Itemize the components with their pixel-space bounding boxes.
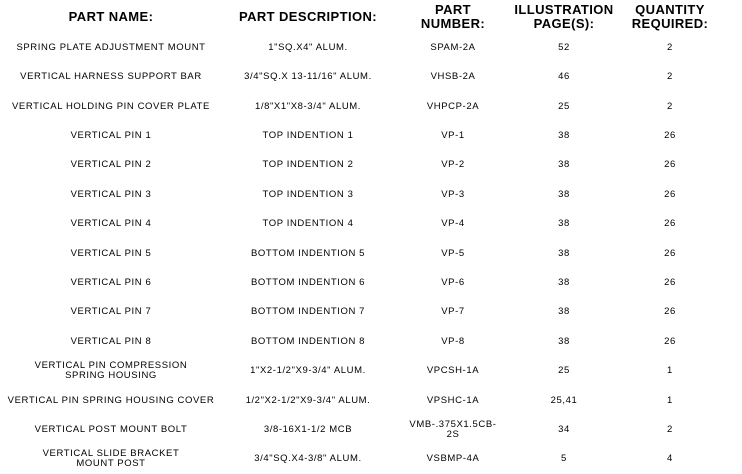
table-row — [0, 180, 742, 209]
illustration-pages-cell: 38 — [558, 335, 570, 347]
illustration-pages-cell: 38 — [558, 188, 570, 200]
part-name-cell: VERTICAL POST MOUNT BOLT — [34, 423, 188, 435]
part-description-cell: TOP INDENTION 2 — [262, 158, 354, 170]
quantity-cell: 26 — [664, 217, 676, 229]
illustration-pages-cell: 25 — [558, 100, 570, 112]
table-row — [0, 62, 742, 91]
part-name-cell: VERTICAL PIN 8 — [70, 335, 152, 347]
quantity-cell: 26 — [664, 305, 676, 317]
part-name-cell: VERTICAL PIN 4 — [70, 217, 152, 229]
quantity-cell: 2 — [667, 41, 673, 53]
table-row — [0, 356, 742, 385]
part-name-cell: VERTICAL PIN 2 — [70, 158, 152, 170]
illustration-pages-cell: 38 — [558, 247, 570, 259]
part-description-cell: BOTTOM INDENTION 6 — [250, 276, 366, 288]
illustration-pages-cell: 25 — [558, 364, 570, 376]
part-description-cell: 1/8"X1"X8-3/4" ALUM. — [254, 100, 362, 112]
part-number-cell: VSBMP-4A — [426, 452, 480, 464]
part-name-cell: VERTICAL PIN 7 — [70, 305, 152, 317]
part-name-cell: SPRING PLATE ADJUSTMENT MOUNT — [16, 41, 206, 53]
part-number-cell: VPSHC-1A — [426, 394, 480, 406]
quantity-cell: 26 — [664, 276, 676, 288]
table-row — [0, 239, 742, 268]
table-row — [0, 444, 742, 473]
header-quantity-required: QUANTITY REQUIRED: — [631, 2, 709, 31]
part-number-cell: VPCSH-1A — [426, 364, 480, 376]
table-row — [0, 386, 742, 415]
illustration-pages-cell: 38 — [558, 129, 570, 141]
illustration-pages-cell: 34 — [558, 423, 570, 435]
part-description-cell: BOTTOM INDENTION 5 — [250, 247, 366, 259]
quantity-cell: 26 — [664, 247, 676, 259]
part-name-cell: VERTICAL HOLDING PIN COVER PLATE — [12, 100, 210, 112]
header-part-description: PART DESCRIPTION: — [238, 9, 377, 24]
quantity-cell: 26 — [664, 188, 676, 200]
part-number-cell: VP-8 — [441, 335, 465, 347]
quantity-cell: 26 — [664, 158, 676, 170]
part-number-cell: VP-4 — [441, 217, 465, 229]
part-name-cell: VERTICAL HARNESS SUPPORT BAR — [20, 70, 202, 82]
part-name-cell: VERTICAL PIN COMPRESSION SPRING HOUSING — [34, 359, 188, 381]
part-number-cell: VP-5 — [441, 247, 465, 259]
illustration-pages-cell: 25,41 — [550, 394, 578, 406]
table-row — [0, 209, 742, 238]
part-number-cell: SPAM-2A — [430, 41, 476, 53]
table-row — [0, 297, 742, 326]
part-name-cell: VERTICAL PIN 5 — [70, 247, 152, 259]
illustration-pages-cell: 5 — [561, 452, 567, 464]
part-description-cell: 1"SQ.X4" ALUM. — [268, 41, 348, 53]
part-description-cell: BOTTOM INDENTION 7 — [250, 305, 366, 317]
illustration-pages-cell: 46 — [558, 70, 570, 82]
header-part-name: PART NAME: — [68, 9, 154, 24]
table-row — [0, 150, 742, 179]
part-number-cell: VP-3 — [441, 188, 465, 200]
table-row — [0, 33, 742, 62]
part-number-cell: VMB-.375X1.5CB-2S — [409, 418, 497, 440]
table-row — [0, 415, 742, 444]
table-row — [0, 121, 742, 150]
part-name-cell: VERTICAL PIN 1 — [70, 129, 152, 141]
part-number-cell: VP-7 — [441, 305, 465, 317]
header-part-number: PART NUMBER: — [420, 2, 486, 31]
part-description-cell: 1/2"X2-1/2"X9-3/4" ALUM. — [245, 394, 371, 406]
illustration-pages-cell: 38 — [558, 217, 570, 229]
table-row — [0, 92, 742, 121]
illustration-pages-cell: 52 — [558, 41, 570, 53]
quantity-cell: 1 — [667, 394, 673, 406]
quantity-cell: 26 — [664, 129, 676, 141]
quantity-cell: 2 — [667, 100, 673, 112]
quantity-cell: 1 — [667, 364, 673, 376]
part-name-cell: VERTICAL PIN 6 — [70, 276, 152, 288]
part-description-cell: 3/4"SQ.X 13-11/16" ALUM. — [244, 70, 372, 82]
part-description-cell: BOTTOM INDENTION 8 — [250, 335, 366, 347]
quantity-cell: 26 — [664, 335, 676, 347]
part-number-cell: VP-2 — [441, 158, 465, 170]
table-row — [0, 268, 742, 297]
part-number-cell: VP-6 — [441, 276, 465, 288]
illustration-pages-cell: 38 — [558, 305, 570, 317]
illustration-pages-cell: 38 — [558, 276, 570, 288]
part-description-cell: 3/4"SQ.X4-3/8" ALUM. — [254, 452, 362, 464]
part-description-cell: TOP INDENTION 3 — [262, 188, 354, 200]
part-name-cell: VERTICAL PIN SPRING HOUSING COVER — [7, 394, 215, 406]
part-number-cell: VHPCP-2A — [426, 100, 480, 112]
part-name-cell: VERTICAL PIN 3 — [70, 188, 152, 200]
part-number-cell: VHSB-2A — [430, 70, 476, 82]
quantity-cell: 4 — [667, 452, 673, 464]
header-illustration-pages: ILLUSTRATION PAGE(S): — [514, 2, 614, 31]
part-name-cell: VERTICAL SLIDE BRACKET MOUNT POST — [42, 447, 180, 469]
table-row — [0, 327, 742, 356]
part-description-cell: 1"X2-1/2"X9-3/4" ALUM. — [250, 364, 366, 376]
part-description-cell: 3/8-16X1-1/2 MCB — [263, 423, 353, 435]
illustration-pages-cell: 38 — [558, 158, 570, 170]
part-number-cell: VP-1 — [441, 129, 465, 141]
quantity-cell: 2 — [667, 423, 673, 435]
quantity-cell: 2 — [667, 70, 673, 82]
part-description-cell: TOP INDENTION 1 — [262, 129, 354, 141]
part-description-cell: TOP INDENTION 4 — [262, 217, 354, 229]
